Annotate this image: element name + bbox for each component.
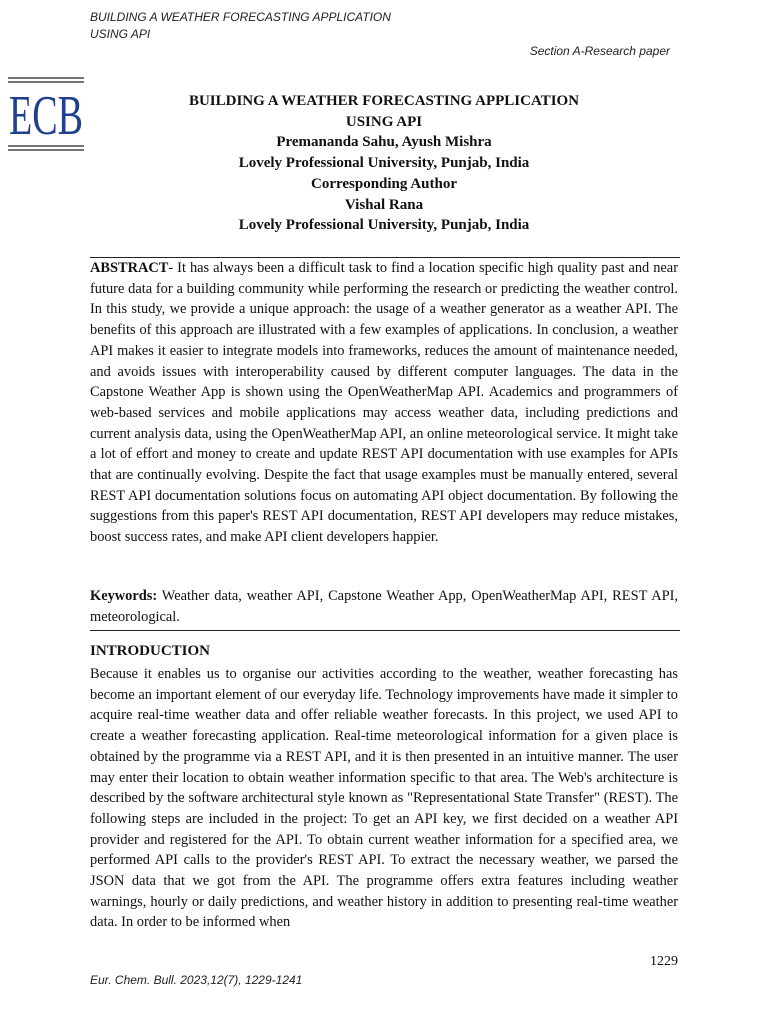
keywords-paragraph — [90, 586, 678, 627]
page-number: 1229 — [650, 954, 678, 969]
corresponding-author-label: Corresponding Author — [310, 175, 457, 192]
abstract-label: ABSTRACT — [90, 260, 169, 276]
keywords-bottom-rule — [90, 630, 680, 631]
abstract-paragraph — [90, 258, 678, 548]
paper-title-line-2: USING API — [345, 113, 423, 130]
running-header — [90, 9, 391, 43]
title-block — [90, 91, 678, 236]
affiliation-1: Lovely Professional University, Punjab, India — [238, 155, 530, 172]
abstract-text: - It has always been a difficult task to find a location specific high quality past and near future data for a building community while performing the research or predicting the weather control. In this study, we provide a unique approach: the usage of a weather generator as a weather API. The benefits of this approach are illustrated with a few examples of applications. In conclusion, a weather API makes it easier to integrate models into frameworks, reduces the amount of maintenance needed, and avoids issues with interoperability caused by different computer languages. The data in the Capstone Weather App is shown using the OpenWeatherMap API. Academics and programmers of web-based services and mobile applications may access weather data, including predictions and current analysis data, using the OpenWeatherMap API, an online meteorological service. It might take a lot of effort and money to create and update REST API documentation with use examples for APIs that are continually evolving. Despite the fact that usage examples must be manually entered, several REST API documentation solutions focus on automating API object documentation. By following the suggestions from this paper's REST API documentation, REST API developers may reduce mistakes, boost success rates, and make API client developers happier. — [90, 260, 678, 546]
journal-logo-text: ECB — [9, 85, 83, 147]
journal-logo — [6, 76, 86, 152]
keywords-text: Weather data, weather API, Capstone Weather App, OpenWeatherMap API, REST API, meteorological. — [90, 588, 678, 625]
paper-title-line-1: BUILDING A WEATHER FORECASTING APPLICATION — [188, 93, 580, 109]
section-label: Section A-Research paper — [529, 44, 670, 58]
introduction-heading: INTRODUCTION — [90, 643, 211, 659]
keywords-label: Keywords: — [90, 588, 158, 604]
introduction-paragraph: Because it enables us to organise our activities according to the weather, weather forecasting has become an important element of our everyday life. Technology improvements have made it simpler to acquire real-time weather data and offer reliable weather forecasts. In this project, we used API to create a weather forecasting application. Real-time meteorological information for a given place is obtained by the programme via a REST API, and it is then presented in an intuitive manner. The user may enter their location to obtain weather information specific to that area. The Web's architecture is described by the software architectural style known as "Representational State Transfer" (REST). The following steps are included in the project: To get an API key, we first decided on a weather API provider and registered for the API. To obtain current weather information for a specified area, we performed API calls to the provider's REST API. To extract the necessary weather, we parsed the JSON data that we got from the API. The programme offers extra features including weather warnings, hourly or daily predictions, and weather history in addition to presenting real-time weather data. In order to be informed when — [90, 666, 678, 931]
affiliation-2: Lovely Professional University, Punjab, India — [238, 217, 530, 234]
footer-citation: Eur. Chem. Bull. 2023,12(7), 1229-1241 — [90, 973, 303, 987]
running-header-line-2: USING API — [90, 27, 151, 41]
authors: Premananda Sahu, Ayush Mishra — [276, 134, 492, 151]
corresponding-author-name: Vishal Rana — [344, 196, 424, 213]
running-header-line-1: BUILDING A WEATHER FORECASTING APPLICATION — [90, 10, 391, 24]
